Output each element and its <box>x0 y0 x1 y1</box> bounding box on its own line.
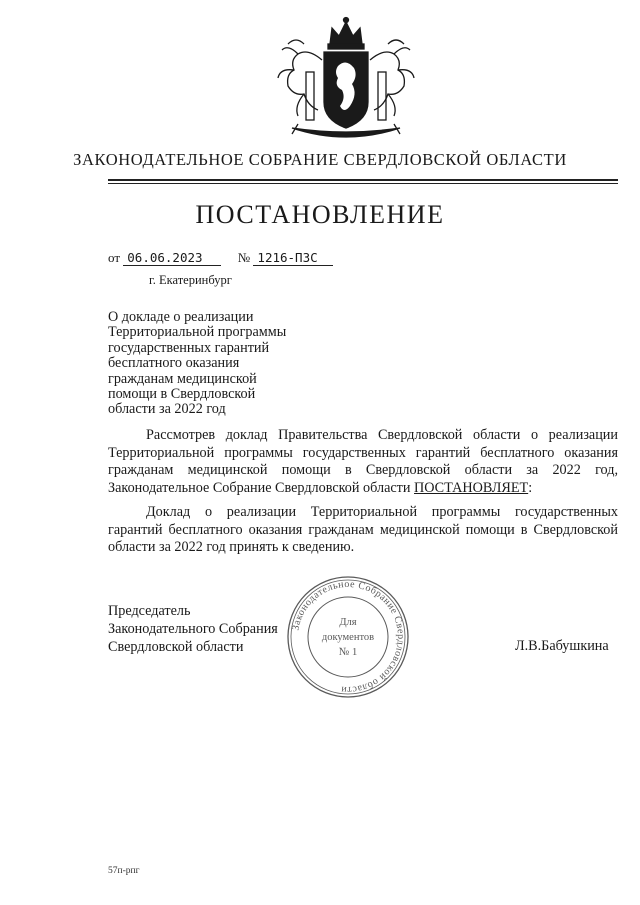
header-rule-thick <box>108 179 618 181</box>
subject-line: бесплатного оказания <box>108 355 240 372</box>
signature-position <box>108 602 278 656</box>
official-stamp <box>286 575 410 699</box>
coat-of-arms-emblem <box>268 14 424 144</box>
position-line: Законодательного Собрания <box>108 621 278 637</box>
position-line: Председатель <box>108 603 191 619</box>
organization-name: ЗАКОНОДАТЕЛЬНОЕ СОБРАНИЕ СВЕРДЛОВСКОЙ ОБЛАСТИ <box>73 150 567 169</box>
stamp-ring-text: Законодательное Собрание Свердловской области <box>290 578 407 696</box>
subject-line: области за 2022 год <box>108 401 226 418</box>
document-number: 1216-ПЗС <box>253 250 333 266</box>
date-prefix: от <box>108 250 121 265</box>
number-prefix: № <box>237 250 251 265</box>
subject-line: гражданам медицинской <box>108 370 257 387</box>
subject-line: О докладе о реализации <box>108 309 254 325</box>
stamp-center-line: документов <box>321 632 375 643</box>
subject-line: помощи в Свердловской <box>108 386 256 403</box>
preamble-end: : <box>528 479 533 496</box>
subject-line: Территориальной программы <box>108 324 287 341</box>
stamp-center-line: № 1 <box>338 646 358 658</box>
preamble-paragraph <box>108 427 618 497</box>
position-line: Свердловской области <box>108 639 244 655</box>
resolution-paragraph: Доклад о реализации Территориальной программы государственных гарантий бесплатного оказания гражданам медицинской помощи в Свердловской области за 2022 год принять к сведению. <box>108 504 618 555</box>
document-code: 57п-рпг <box>108 866 140 876</box>
document-date: 06.06.2023 <box>123 250 221 266</box>
subject-line: государственных гарантий <box>108 339 270 356</box>
document-title: ПОСТАНОВЛЕНИЕ <box>195 200 445 229</box>
city: г. Екатеринбург <box>149 273 232 287</box>
preamble-text: Рассмотрев доклад Правительства Свердловской области о реализации Территориальной программы государственных гарантий бесплатного оказания гражданам медицинской помощи в Свердловской области за 2022 год, Законодательное Собрание Свердловской области <box>108 427 618 496</box>
date-number-line <box>108 250 333 266</box>
decree-word: ПОСТАНОВЛЯЕТ <box>414 479 529 496</box>
document-subject <box>108 310 338 418</box>
header-rule-thin <box>108 183 618 184</box>
stamp-center-line: Для <box>339 617 357 628</box>
signer-name: Л.В.Бабушкина <box>515 638 609 654</box>
